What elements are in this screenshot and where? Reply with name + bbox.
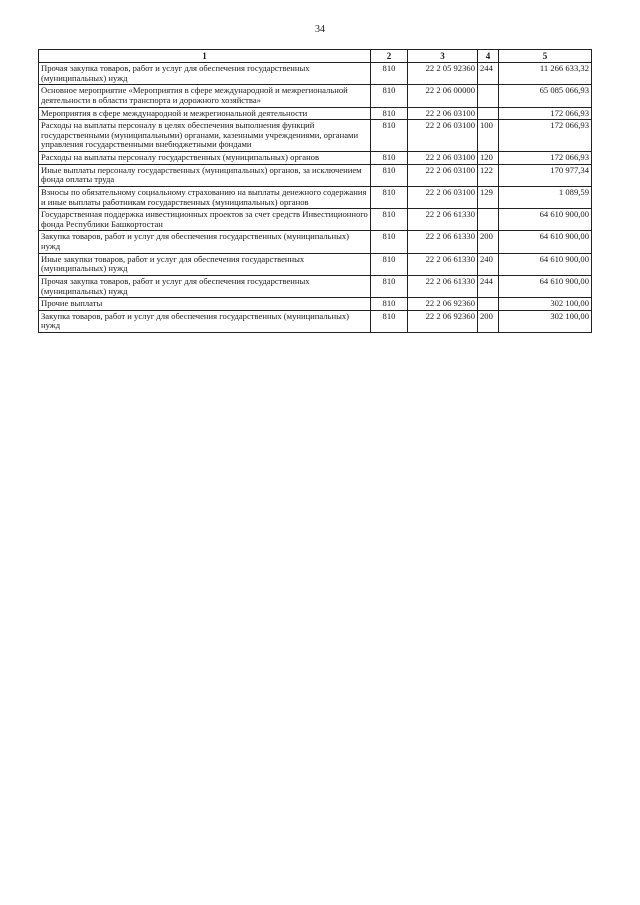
row-vr-cell: 244 bbox=[478, 275, 499, 297]
table-header-row bbox=[39, 50, 592, 63]
header-col-4: 4 bbox=[478, 50, 499, 63]
row-vr-cell: 120 bbox=[478, 152, 499, 165]
table-row bbox=[39, 152, 592, 165]
row-vr-cell: 200 bbox=[478, 310, 499, 332]
row-amount-cell: 170 977,34 bbox=[499, 164, 592, 186]
row-csr-cell: 22 2 06 61330 bbox=[408, 253, 478, 275]
row-csr-cell: 22 2 06 61330 bbox=[408, 231, 478, 253]
row-amount-cell: 64 610 900,00 bbox=[499, 275, 592, 297]
row-name-cell: Закупка товаров, работ и услуг для обеспечения государственных (муниципальных) нужд bbox=[39, 231, 371, 253]
header-col-2: 2 bbox=[371, 50, 408, 63]
row-csr-cell: 22 2 05 92360 bbox=[408, 63, 478, 85]
header-col-1: 1 bbox=[39, 50, 371, 63]
table-row bbox=[39, 120, 592, 152]
row-name-cell: Прочие выплаты bbox=[39, 298, 371, 311]
table-row bbox=[39, 253, 592, 275]
row-csr-cell: 22 2 06 61330 bbox=[408, 209, 478, 231]
row-ved-cell: 810 bbox=[371, 298, 408, 311]
row-csr-cell: 22 2 06 92360 bbox=[408, 298, 478, 311]
row-csr-cell: 22 2 06 00000 bbox=[408, 85, 478, 107]
row-vr-cell: 122 bbox=[478, 164, 499, 186]
row-amount-cell: 11 266 633,32 bbox=[499, 63, 592, 85]
header-col-3: 3 bbox=[408, 50, 478, 63]
row-amount-cell: 64 610 900,00 bbox=[499, 209, 592, 231]
row-csr-cell: 22 2 06 61330 bbox=[408, 275, 478, 297]
row-name-cell: Прочая закупка товаров, работ и услуг для обеспечения государственных (муниципальных) нужд bbox=[39, 63, 371, 85]
table-row bbox=[39, 209, 592, 231]
row-name-cell: Мероприятия в сфере международной и межрегиональной деятельности bbox=[39, 107, 371, 120]
row-ved-cell: 810 bbox=[371, 85, 408, 107]
row-name-cell: Взносы по обязательному социальному страхованию на выплаты денежного содержания и иные выплаты работникам государственных (муниципальных) органов bbox=[39, 186, 371, 208]
row-amount-cell: 172 066,93 bbox=[499, 120, 592, 152]
row-name-cell: Основное мероприятие «Мероприятия в сфере международной и межрегиональной деятельности в области транспорта и дорожного хозяйства» bbox=[39, 85, 371, 107]
row-vr-cell: 244 bbox=[478, 63, 499, 85]
table-row bbox=[39, 231, 592, 253]
table-row bbox=[39, 186, 592, 208]
row-vr-cell bbox=[478, 298, 499, 311]
row-vr-cell: 129 bbox=[478, 186, 499, 208]
row-name-cell: Иные выплаты персоналу государственных (муниципальных) органов, за исключением фонда оплаты труда bbox=[39, 164, 371, 186]
row-ved-cell: 810 bbox=[371, 253, 408, 275]
row-csr-cell: 22 2 06 03100 bbox=[408, 152, 478, 165]
row-vr-cell: 240 bbox=[478, 253, 499, 275]
row-csr-cell: 22 2 06 03100 bbox=[408, 107, 478, 120]
row-csr-cell: 22 2 06 03100 bbox=[408, 120, 478, 152]
row-ved-cell: 810 bbox=[371, 231, 408, 253]
table-row bbox=[39, 85, 592, 107]
row-ved-cell: 810 bbox=[371, 186, 408, 208]
row-name-cell: Расходы на выплаты персоналу в целях обеспечения выполнения функций государственными (муниципальными) органами, казенными учреждениями, органами управления государственными внебюджетными фондами bbox=[39, 120, 371, 152]
row-ved-cell: 810 bbox=[371, 164, 408, 186]
table-row bbox=[39, 63, 592, 85]
row-name-cell: Прочая закупка товаров, работ и услуг для обеспечения государственных (муниципальных) нужд bbox=[39, 275, 371, 297]
row-vr-cell: 200 bbox=[478, 231, 499, 253]
row-vr-cell bbox=[478, 209, 499, 231]
row-ved-cell: 810 bbox=[371, 63, 408, 85]
row-name-cell: Закупка товаров, работ и услуг для обеспечения государственных (муниципальных) нужд bbox=[39, 310, 371, 332]
row-vr-cell bbox=[478, 85, 499, 107]
row-amount-cell: 302 100,00 bbox=[499, 310, 592, 332]
row-csr-cell: 22 2 06 92360 bbox=[408, 310, 478, 332]
row-amount-cell: 172 066,93 bbox=[499, 107, 592, 120]
row-amount-cell: 64 610 900,00 bbox=[499, 231, 592, 253]
row-name-cell: Государственная поддержка инвестиционных проектов за счет средств Инвестиционного фонда Республики Башкортостан bbox=[39, 209, 371, 231]
row-ved-cell: 810 bbox=[371, 275, 408, 297]
row-amount-cell: 302 100,00 bbox=[499, 298, 592, 311]
header-col-5: 5 bbox=[499, 50, 592, 63]
table-row bbox=[39, 275, 592, 297]
row-amount-cell: 172 066,93 bbox=[499, 152, 592, 165]
budget-table bbox=[38, 49, 592, 333]
page-number: 34 bbox=[315, 24, 325, 35]
row-ved-cell: 810 bbox=[371, 152, 408, 165]
row-ved-cell: 810 bbox=[371, 107, 408, 120]
row-vr-cell: 100 bbox=[478, 120, 499, 152]
row-amount-cell: 64 610 900,00 bbox=[499, 253, 592, 275]
row-name-cell: Иные закупки товаров, работ и услуг для обеспечения государственных (муниципальных) нужд bbox=[39, 253, 371, 275]
row-ved-cell: 810 bbox=[371, 120, 408, 152]
row-ved-cell: 810 bbox=[371, 209, 408, 231]
row-csr-cell: 22 2 06 03100 bbox=[408, 164, 478, 186]
row-ved-cell: 810 bbox=[371, 310, 408, 332]
row-vr-cell bbox=[478, 107, 499, 120]
table-row bbox=[39, 164, 592, 186]
table-row bbox=[39, 298, 592, 311]
row-csr-cell: 22 2 06 03100 bbox=[408, 186, 478, 208]
row-amount-cell: 1 089,59 bbox=[499, 186, 592, 208]
row-amount-cell: 65 085 066,93 bbox=[499, 85, 592, 107]
table-row bbox=[39, 107, 592, 120]
table-row bbox=[39, 310, 592, 332]
row-name-cell: Расходы на выплаты персоналу государственных (муниципальных) органов bbox=[39, 152, 371, 165]
